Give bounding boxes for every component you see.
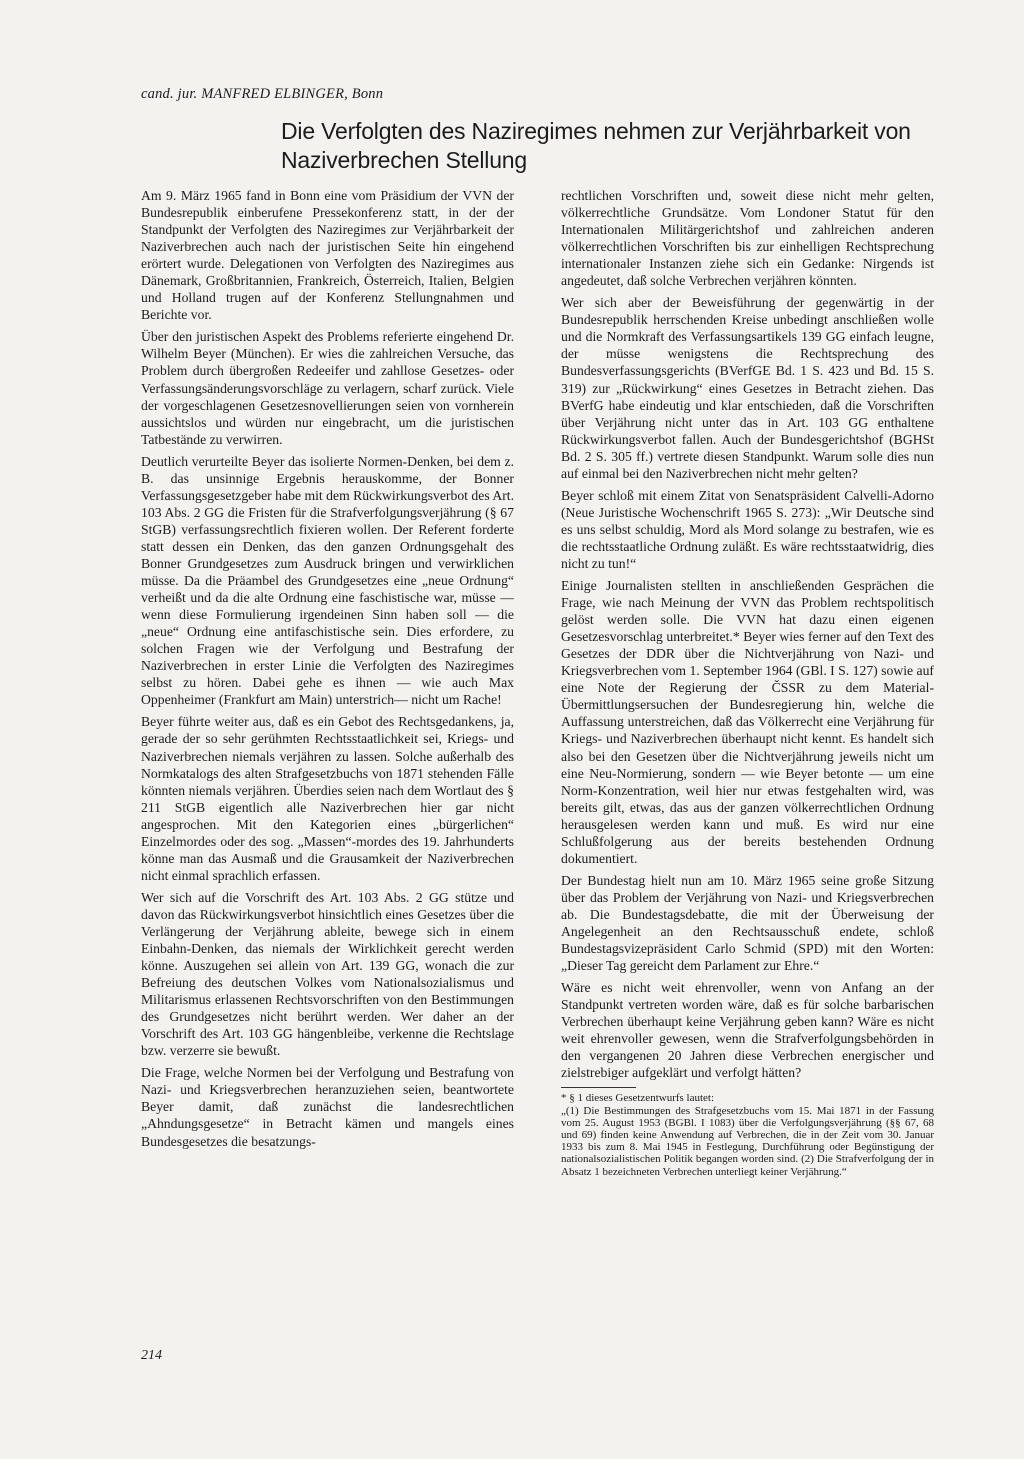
footnote [561, 1092, 934, 1177]
paragraph: Wer sich auf die Vorschrift des Art. 103 Abs. 2 GG stütze und davon das Rückwirkungsverbot hinsichtlich eines Gesetzes über die Verlängerung der Verjährung ableite, bewege sich in einem Einbahn-Denken, das niemals der Wirklichkeit gerecht werden könne. Auszugehen sei allein von Art. 139 GG, wonach die zur Befreiung des deutschen Volkes vom Nationalsozialismus und Militarismus erlassenen Rechtsvorschriften von den Bestimmungen des Grundgesetzes nicht berührt werden. Wer daher an der Vorschrift des Art. 103 GG hängenbleibe, verkenne die Rechtslage bzw. verzerre sie bewußt. [141, 889, 514, 1059]
paragraph: Am 9. März 1965 fand in Bonn eine vom Präsidium der VVN der Bundesrepublik einberufene Pressekonferenz statt, in der der Standpunkt der Verfolgten des Naziregimes zur Verjährbarkeit der Naziverbrechen auch nach der juristischen Seite hin eingehend erörtert wurde. Delegationen von Verfolgten des Naziregimes aus Dänemark, Großbritannien, Frankreich, Österreich, Italien, Belgien und Holland trugen auf der Konferenz Stellungnahmen und Berichte vor. [141, 188, 514, 323]
paragraph: Die Frage, welche Normen bei der Verfolgung und Bestrafung von Nazi- und Kriegsverbrechen heranzuziehen seien, beantwortete Beyer damit, daß zunächst die landesrechtlichen „Ahndungsgesetze“ in Betracht kämen und mangels eines Bundesgesetzes die besatzungs- [141, 1065, 514, 1149]
paragraph: Wer sich aber der Beweisführung der gegenwärtig in der Bundesrepublik herrschenden Kreise unbedingt anschließen wolle und die Normkraft des Verfassungsartikels 139 GG einfach leugne, der müsse wenigstens die Rechtsprechung des Bundesverfassungsgerichts (BVerfGE Bd. 1 S. 423 und Bd. 15 S. 319) zur „Rückwirkung“ eines Gesetzes in Betracht ziehen. Das BVerfG habe eindeutig und klar entschieden, daß die Vorschriften über Verjährung nicht unter das in Art. 103 GG enthaltene Rückwirkungsverbot fallen. Auch der Bundesgerichtshof (BGHSt Bd. 2 S. 305 ff.) vertrete diesen Standpunkt. Warum solle dies nun auf einmal bei den Naziverbrechen nicht mehr gelten? [561, 295, 934, 481]
paragraph: Beyer führte weiter aus, daß es ein Gebot des Rechtsgedankens, ja, gerade der so sehr gerühmten Rechtsstaatlichkeit sei, Kriegs- und Naziverbrechen niemals verjähren zu lassen. Solche außerhalb des Normkatalogs des alten Strafgesetzbuchs von 1871 stehenden Fälle könnten niemals verjähren. Überdies seien nach dem Wortlaut des § 211 StGB eigentlich alle Naziverbrechen hier gar nicht angesprochen. Mit den Kategorien eines „bürgerlichen“ Einzelmordes oder des sog. „Massen“-mordes des 19. Jahrhunderts könne man das Ausmaß und die Grausamkeit der Naziverbrechen nicht einmal sprachlich erfassen. [141, 714, 514, 883]
paragraph: Beyer schloß mit einem Zitat von Senatspräsident Calvelli-Adorno (Neue Juristische Wochenschrift 1965 S. 273): „Wir Deutsche sind es uns selbst schuldig, Mord als Mord solange zu bestrafen, wie es die rechtsstaatliche Ordnung zuläßt. Es wäre rechtsstaatwidrig, dies nicht zu tun!“ [561, 487, 934, 571]
paragraph: Deutlich verurteilte Beyer das isolierte Normen-Denken, bei dem z. B. das unsinnige Ergebnis herauskomme, der Bonner Verfassungsgesetzgeber habe mit dem Rückwirkungsverbot des Art. 103 Abs. 2 GG die Fristen für die Strafverfolgungsverjährung (§ 67 StGB) verfassungsrechtlich fixieren wollen. Der Referent forderte statt dessen ein Denken, das den ganzen Ordnungsgehalt des Bonner Grundgesetzes zum Ausdruck bringen und verwirklichen müsse. Da die Präambel des Grundgesetzes eine „neue Ordnung“ verheißt und da die alte Ordnung eine faschistische war, müsse — wenn diese Formulierung irgendeinen Sinn haben soll — die „neue“ Ordnung eine antifaschistische sein. Dies erfordere, zu solchen Fragen wie der Verfolgung und Bestrafung der Naziverbrechen in erster Linie die Verfolgten des Naziregimes selbst zu hören. Dabei gehe es ihnen — wie auch Max Oppenheimer (Frankfurt am Main) unterstrich— nicht um Rache! [141, 453, 514, 708]
paragraph: Einige Journalisten stellten in anschließenden Gesprächen die Frage, wie nach Meinung der VVN das Problem rechtspolitisch gelöst werden solle. Die VVN hat dazu einen eigenen Gesetzesvorschlag unterbreitet.* Beyer wies ferner auf den Text des Gesetzes der DDR über die Nichtverjährung von Nazi- und Kriegsverbrechen vom 1. September 1964 (GBl. I S. 127) sowie auf eine Note der Regierung der ČSSR zu dem Material-Übermittlungsersuchen der Bundesregierung hin, welche die Auffassung unterstreichen, daß das Völkerrecht eine Verjährung für Kriegs- und Naziverbrechen überhaupt nicht kennt. Es handelt sich also bei den Gesetzen über die Nichtverjährung jeweils nicht um eine Neu-Normierung, sondern — wie Beyer betonte — um eine Norm-Konzentration, weil hier nur etwas festgehalten wird, was bereits gilt, etwas, das aus der ganzen völkerrechtlichen Ordnung herausgelesen werden kann und muß. Es wird nur eine Schlußfolgerung aus der bereits bestehenden Ordnung dokumentiert. [561, 578, 934, 866]
page-number: 214 [141, 1348, 162, 1363]
footnote-body: „(1) Die Bestimmungen des Strafgesetzbuchs vom 15. Mai 1871 in der Fassung vom 25. August 1953 (BGBl. I 1083) über die Verfolgungsverjährung (§§ 67, 68 und 69) finden keine Anwendung auf Verbrechen, die in der Zeit vom 30. Januar 1933 bis zum 8. Mai 1945 in Festlegung, Durchführung oder Begünstigung der nationalsozialistischen Politik begangen worden sind. (2) Die Strafverfolgung der in Absatz 1 bezeichneten Verbrechen unterliegt keiner Verjährung.“ [561, 1104, 934, 1178]
article-title: Die Verfolgten des Naziregimes nehmen zur Verjährbarkeit von Naziverbrechen Stellung [281, 118, 911, 173]
paragraph: rechtlichen Vorschriften und, soweit diese nicht mehr gelten, völkerrechtliche Grundsätze. Vom Londoner Statut für den Internationalen Militärgerichtshof und zahlreichen anderen völkerrechtlichen Vorschriften bis zur einhelligen Rechtsprechung internationaler Instanzen ziehe sich ein Gedanke: Nirgends ist angedeutet, daß solche Verbrechen verjähren könnten. [561, 188, 934, 289]
left-column [141, 187, 514, 1155]
paragraph: Wäre es nicht weit ehrenvoller, wenn von Anfang an der Standpunkt vertreten worden wäre, daß es für solche barbarischen Verbrechen überhaupt keine Verjährung geben kann? Wäre es nicht weit ehrenvoller gewesen, wenn die Strafverfolgungsbehörden in den vergangenen 20 Jahren diese Verbrechen energischer und zielstrebiger aufgeklärt und verfolgt hätten? [561, 980, 934, 1081]
paragraph: Über den juristischen Aspekt des Problems referierte eingehend Dr. Wilhelm Beyer (München). Er wies die zahlreichen Versuche, das Problem durch übergroßen Redeeifer und zahllose Gesetzes- oder Verfassungsänderungsvorschläge zu verlagern, scharf zurück. Viele der vorgeschlagenen Gesetzesnovellierungen seien von vornherein aussichtslos und würden nur eingebracht, um die juristischen Tatbestände zu verwirren. [141, 329, 514, 447]
author-line: cand. jur. MANFRED ELBINGER, Bonn [141, 86, 384, 102]
footnote-head: * § 1 dieses Gesetzentwurfs lautet: [561, 1092, 715, 1105]
right-column [561, 187, 934, 1178]
footnote-divider [561, 1087, 636, 1088]
paragraph: Der Bundestag hielt nun am 10. März 1965 seine große Sitzung über das Problem der Verjährung von Nazi- und Kriegsverbrechen ab. Die Bundestagsdebatte, die mit der Überweisung der Angelegenheit an den Rechtsausschuß endete, schloß Bundestagsvizepräsident Carlo Schmid (SPD) mit den Worten: „Dieser Tag gereicht dem Parlament zur Ehre.“ [561, 872, 934, 974]
